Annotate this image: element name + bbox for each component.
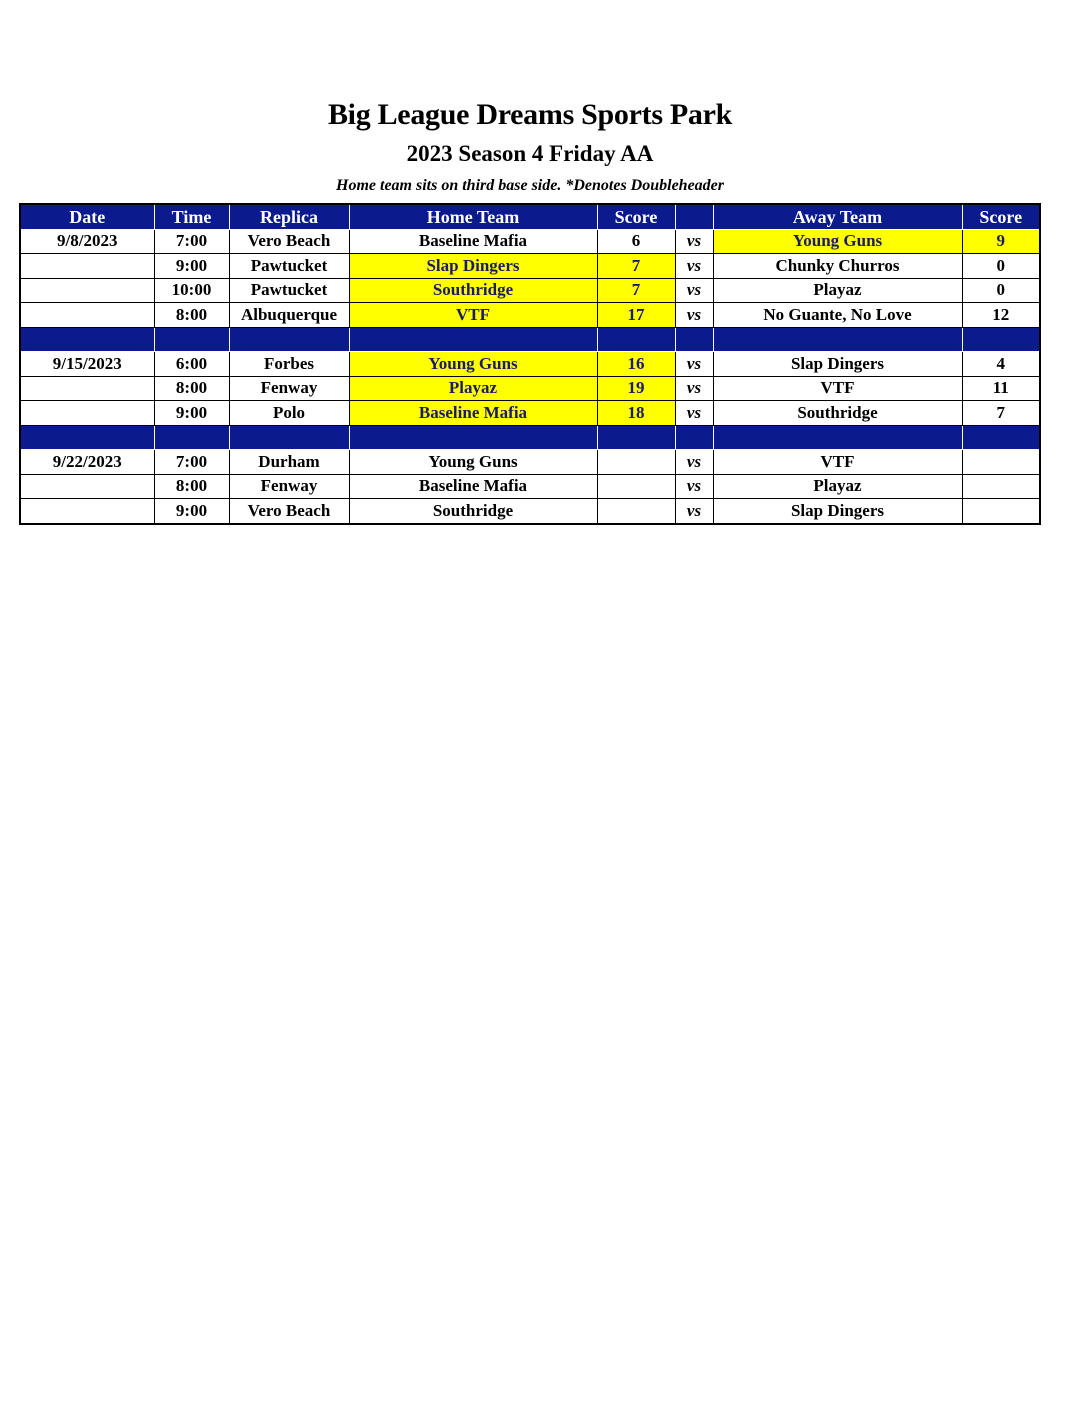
schedule-body: [20, 229, 1040, 524]
vs-cell: vs: [675, 450, 713, 475]
away-team-cell: Chunky Churros: [713, 254, 962, 279]
away-team-cell: VTF: [713, 376, 962, 401]
table-row: [20, 254, 1040, 279]
replica-cell: Forbes: [229, 352, 349, 377]
time-cell: 9:00: [154, 401, 229, 426]
table-row: [20, 229, 1040, 254]
home-score-cell: 19: [597, 376, 675, 401]
away-team-cell: Southridge: [713, 401, 962, 426]
time-cell: 10:00: [154, 278, 229, 303]
separator-cell: [713, 327, 962, 352]
away-score-cell: 11: [962, 376, 1040, 401]
replica-cell: Polo: [229, 401, 349, 426]
page-subtitle: 2023 Season 4 Friday AA: [406, 141, 654, 166]
away-score-cell: [962, 450, 1040, 475]
away-team-cell: Slap Dingers: [713, 352, 962, 377]
away-score-cell: 4: [962, 352, 1040, 377]
home-score-cell: [597, 450, 675, 475]
replica-cell: Pawtucket: [229, 278, 349, 303]
home-team-cell: Young Guns: [349, 450, 597, 475]
away-score-cell: 0: [962, 254, 1040, 279]
date-cell: 9/22/2023: [20, 450, 154, 475]
time-cell: 7:00: [154, 229, 229, 254]
home-team-cell: Southridge: [349, 499, 597, 524]
date-cell: [20, 254, 154, 279]
vs-cell: vs: [675, 376, 713, 401]
separator-cell: [154, 425, 229, 450]
separator-cell: [962, 327, 1040, 352]
separator-cell: [675, 425, 713, 450]
vs-cell: vs: [675, 229, 713, 254]
table-row: [20, 278, 1040, 303]
time-cell: 7:00: [154, 450, 229, 475]
home-score-cell: 16: [597, 352, 675, 377]
away-team-cell: Slap Dingers: [713, 499, 962, 524]
replica-cell: Fenway: [229, 376, 349, 401]
date-cell: [20, 278, 154, 303]
vs-cell: vs: [675, 352, 713, 377]
table-header-row: [20, 204, 1040, 229]
replica-cell: Pawtucket: [229, 254, 349, 279]
away-score-cell: 7: [962, 401, 1040, 426]
table-row: [20, 303, 1040, 328]
replica-cell: Vero Beach: [229, 229, 349, 254]
replica-cell: Fenway: [229, 474, 349, 499]
time-cell: 6:00: [154, 352, 229, 377]
header-home-team: Home Team: [349, 204, 597, 229]
date-cell: 9/8/2023: [20, 229, 154, 254]
header-away-team: Away Team: [713, 204, 962, 229]
time-cell: 9:00: [154, 254, 229, 279]
vs-cell: vs: [675, 499, 713, 524]
table-row: [20, 499, 1040, 524]
time-cell: 8:00: [154, 376, 229, 401]
home-score-cell: 17: [597, 303, 675, 328]
time-cell: 8:00: [154, 474, 229, 499]
vs-cell: vs: [675, 474, 713, 499]
date-cell: [20, 376, 154, 401]
table-row: [20, 401, 1040, 426]
header-replica: Replica: [229, 204, 349, 229]
date-cell: 9/15/2023: [20, 352, 154, 377]
separator-cell: [229, 327, 349, 352]
date-cell: [20, 303, 154, 328]
separator-cell: [154, 327, 229, 352]
vs-cell: vs: [675, 303, 713, 328]
table-row: [20, 474, 1040, 499]
away-team-cell: No Guante, No Love: [713, 303, 962, 328]
separator-cell: [713, 425, 962, 450]
home-team-cell: VTF: [349, 303, 597, 328]
separator-cell: [597, 327, 675, 352]
vs-cell: vs: [675, 254, 713, 279]
replica-cell: Albuquerque: [229, 303, 349, 328]
separator-cell: [675, 327, 713, 352]
home-score-cell: 18: [597, 401, 675, 426]
table-row: [20, 450, 1040, 475]
home-score-cell: [597, 474, 675, 499]
home-team-cell: Young Guns: [349, 352, 597, 377]
home-score-cell: [597, 499, 675, 524]
separator-cell: [349, 327, 597, 352]
schedule-note: Home team sits on third base side. *Denotes Doubleheader: [336, 177, 724, 194]
home-team-cell: Playaz: [349, 376, 597, 401]
home-team-cell: Baseline Mafia: [349, 229, 597, 254]
home-score-cell: 6: [597, 229, 675, 254]
schedule-table: [19, 203, 1041, 525]
home-team-cell: Southridge: [349, 278, 597, 303]
date-cell: [20, 474, 154, 499]
table-row: [20, 352, 1040, 377]
vs-cell: vs: [675, 401, 713, 426]
date-cell: [20, 499, 154, 524]
away-score-cell: [962, 499, 1040, 524]
header-vs: [675, 204, 713, 229]
replica-cell: Vero Beach: [229, 499, 349, 524]
away-score-cell: 9: [962, 229, 1040, 254]
home-team-cell: Slap Dingers: [349, 254, 597, 279]
time-cell: 8:00: [154, 303, 229, 328]
week-separator-row: [20, 425, 1040, 450]
header-home-score: Score: [597, 204, 675, 229]
away-score-cell: [962, 474, 1040, 499]
header-time: Time: [154, 204, 229, 229]
separator-cell: [20, 327, 154, 352]
table-row: [20, 376, 1040, 401]
home-team-cell: Baseline Mafia: [349, 401, 597, 426]
separator-cell: [349, 425, 597, 450]
header-date: Date: [20, 204, 154, 229]
home-score-cell: 7: [597, 254, 675, 279]
away-score-cell: 0: [962, 278, 1040, 303]
header-away-score: Score: [962, 204, 1040, 229]
away-team-cell: VTF: [713, 450, 962, 475]
away-team-cell: Playaz: [713, 278, 962, 303]
separator-cell: [962, 425, 1040, 450]
date-cell: [20, 401, 154, 426]
week-separator-row: [20, 327, 1040, 352]
replica-cell: Durham: [229, 450, 349, 475]
page-title: Big League Dreams Sports Park: [327, 98, 733, 131]
away-team-cell: Playaz: [713, 474, 962, 499]
separator-cell: [597, 425, 675, 450]
home-score-cell: 7: [597, 278, 675, 303]
separator-cell: [20, 425, 154, 450]
vs-cell: vs: [675, 278, 713, 303]
away-score-cell: 12: [962, 303, 1040, 328]
separator-cell: [229, 425, 349, 450]
away-team-cell: Young Guns: [713, 229, 962, 254]
home-team-cell: Baseline Mafia: [349, 474, 597, 499]
time-cell: 9:00: [154, 499, 229, 524]
